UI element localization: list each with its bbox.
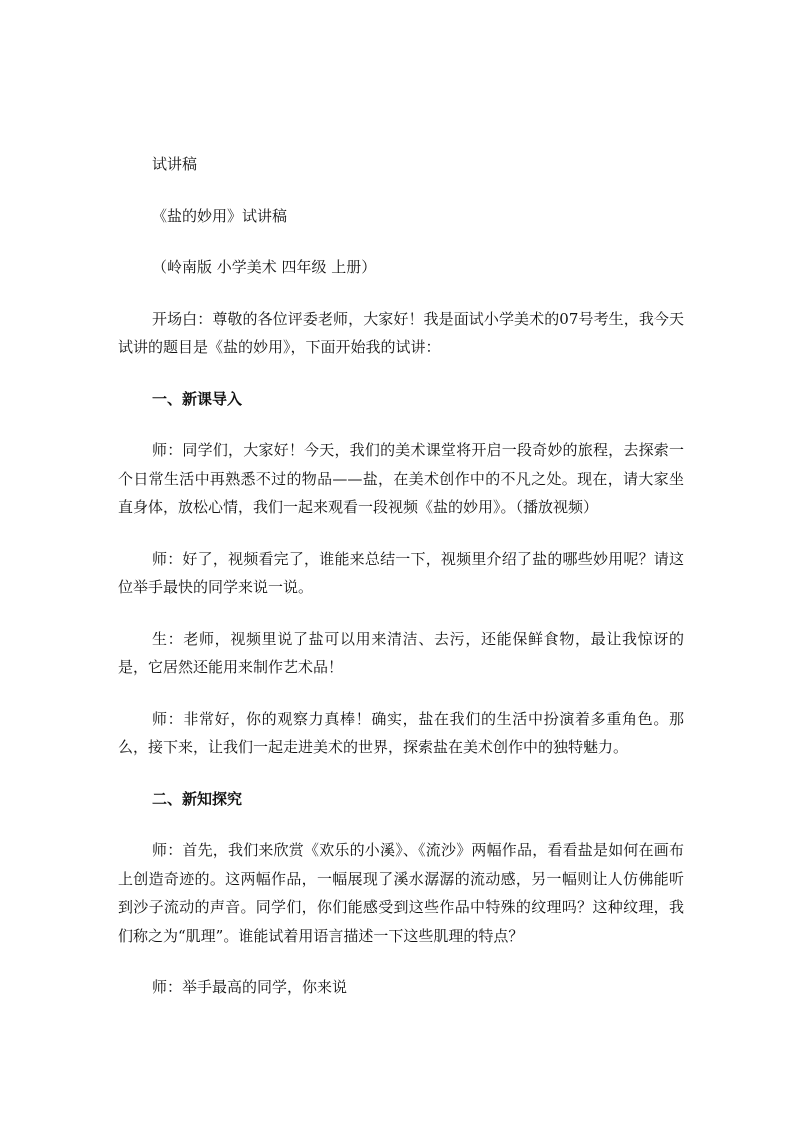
lesson-title: 《盐的妙用》试讲稿 xyxy=(152,206,288,225)
opening-paragraph: 开场白：尊敬的各位评委老师，大家好！我是面试小学美术的07号考生，我今天试讲的题目是《盐的妙用》，下面开始我的试讲： xyxy=(118,309,684,356)
body-paragraph: 师：举手最高的同学，你来说 xyxy=(152,978,348,996)
lesson-subtitle: （岭南版 小学美术 四年级 上册） xyxy=(152,258,377,276)
section-heading-intro: 一、新课导入 xyxy=(152,389,243,408)
body-paragraph: 师：首先，我们来欣赏《欢乐的小溪》、《流沙》两幅作品，看看盐是如何在画布上创造奇迹的。这两幅作品，一幅展现了溪水潺潺的流动感，另一幅则让人仿佛能听到沙子流动的声音。同学们，你们能感受到这些作品中特殊的纹理吗？这种纹理，我们称之为“肌理”。谁能试着用语言描述一下这些肌理的特点？ xyxy=(118,841,684,945)
body-paragraph: 师：好了，视频看完了，谁能来总结一下，视频里介绍了盐的哪些妙用呢？请这位举手最快的同学来说一说。 xyxy=(118,549,684,596)
section-heading-explore: 二、新知探究 xyxy=(152,789,243,808)
document-content xyxy=(118,150,684,1002)
document-title: 试讲稿 xyxy=(152,155,198,173)
body-paragraph: 生：老师，视频里说了盐可以用来清洁、去污，还能保鲜食物，最让我惊讶的是，它居然还能用来制作艺术品！ xyxy=(118,629,684,676)
body-paragraph: 师：非常好，你的观察力真棒！确实，盐在我们的生活中扮演着多重角色。那么，接下来，让我们一起走进美术的世界，探索盐在美术创作中的独特魅力。 xyxy=(118,709,684,756)
body-paragraph: 师：同学们，大家好！今天，我们的美术课堂将开启一段奇妙的旅程，去探索一个日常生活中再熟悉不过的物品——盐，在美术创作中的不凡之处。现在，请大家坐直身体，放松心情，我们一起来观看一段视频《盐的妙用》。（播放视频） xyxy=(118,441,684,516)
